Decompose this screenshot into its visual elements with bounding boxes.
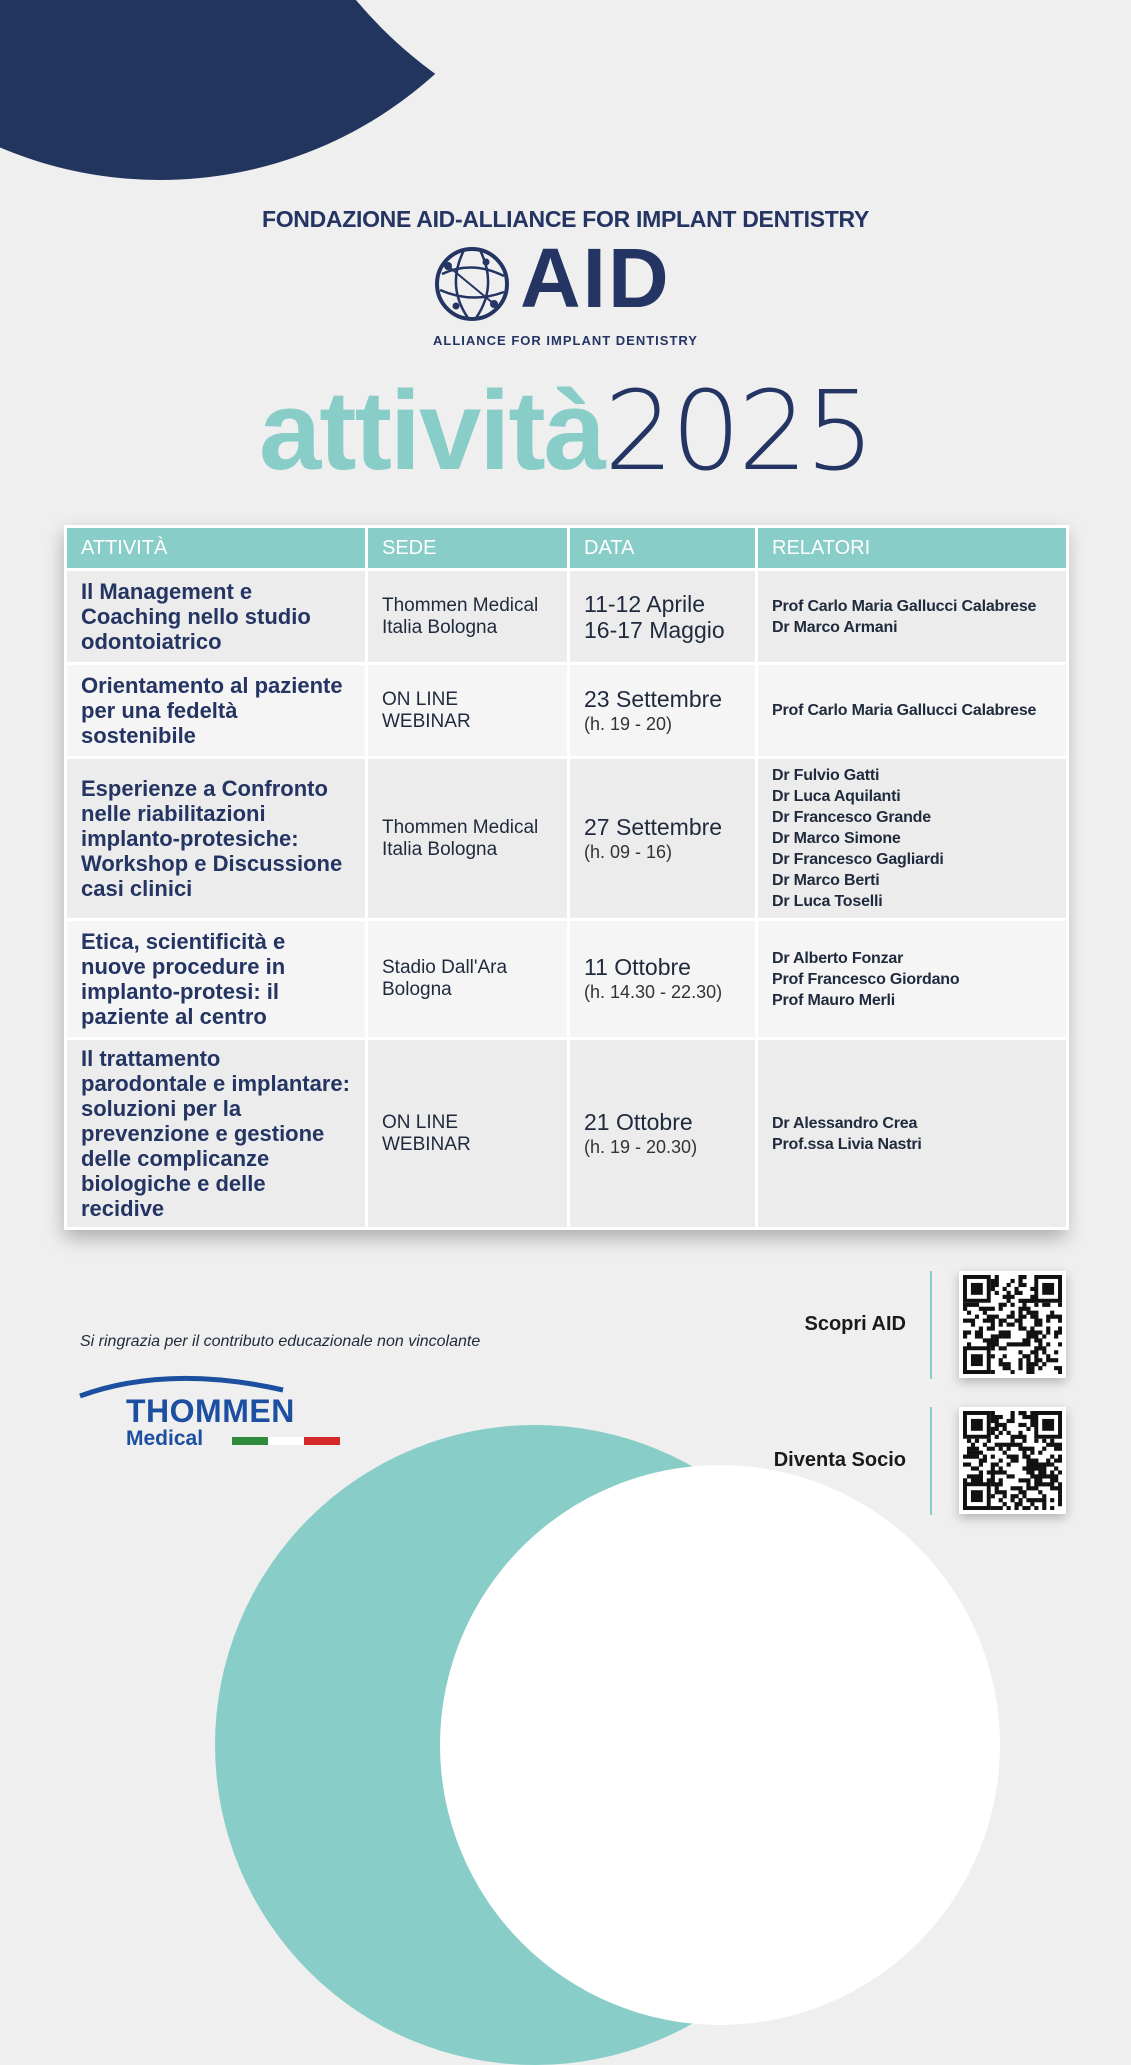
speaker-name: Dr Alessandro Crea — [772, 1114, 918, 1132]
speaker-name: Prof.ssa Livia Nastri — [772, 1135, 922, 1153]
activity-date — [569, 570, 757, 664]
speaker-name: Prof Carlo Maria Gallucci Calabrese — [772, 702, 1037, 719]
venue-line: ON LINE — [382, 1111, 459, 1133]
activity-venue — [367, 920, 569, 1039]
logo-subtitle: ALLIANCE FOR IMPLANT DENTISTRY — [433, 333, 698, 348]
activity-title: Il Management e Coaching nello studio odontoiatrico — [66, 570, 367, 664]
time-line: (h. 19 - 20.30) — [584, 1136, 698, 1157]
venue-line: Thommen Medical — [382, 816, 539, 838]
activity-title: Esperienze a Confronto nelle riabilitazioni implanto-protesiche: Workshop e Discussione casi clinici — [66, 758, 367, 920]
speaker-name: Prof Mauro Merli — [772, 991, 896, 1009]
venue-line: Italia Bologna — [382, 616, 498, 638]
activity-speakers — [757, 758, 1068, 920]
speaker-name: Dr Luca Aquilanti — [772, 788, 901, 805]
speaker-name: Dr Marco Simone — [772, 830, 901, 847]
activity-title: Orientamento al paziente per una fedeltà sostenibile — [66, 664, 367, 758]
venue-line: Italia Bologna — [382, 838, 498, 860]
qr-discover-label: Scopri AID — [804, 1313, 906, 1335]
date-line: 11-12 Aprile — [584, 590, 706, 617]
venue-line: ON LINE — [382, 688, 459, 710]
activity-title: Etica, scientificità e nuove procedure in implanto-protesi: il paziente al centro — [66, 920, 367, 1039]
time-line: (h. 19 - 20) — [584, 713, 673, 734]
date-line: 16-17 Maggio — [584, 616, 725, 643]
speaker-name: Dr Luca Toselli — [772, 893, 883, 910]
italian-flag-bar — [232, 1437, 340, 1445]
column-header-sede: SEDE — [367, 527, 569, 570]
qr-code-icon — [963, 1411, 1062, 1510]
speaker-name: Dr Fulvio Gatti — [772, 767, 880, 784]
logo-wordmark: AID — [520, 231, 671, 325]
headline-word: attività — [259, 368, 605, 493]
organization-name: FONDAZIONE AID-ALLIANCE FOR IMPLANT DENTISTRY — [261, 206, 870, 232]
activity-speakers — [757, 1039, 1068, 1229]
venue-line: WEBINAR — [382, 710, 471, 732]
activities-table — [64, 525, 1066, 1230]
venue-line: Bologna — [382, 979, 452, 1000]
speaker-name: Dr Marco Armani — [772, 618, 898, 636]
sponsor-logo-name: THOMMEN — [126, 1393, 295, 1429]
activity-date — [569, 664, 757, 758]
speaker-name: Dr Alberto Fonzar — [772, 949, 904, 967]
globe-logo-icon — [434, 246, 510, 322]
activity-speakers — [757, 920, 1068, 1039]
qr-discover-code[interactable] — [959, 1271, 1066, 1378]
column-header-data: DATA — [569, 527, 757, 570]
table-row — [66, 570, 1068, 664]
activity-date — [569, 920, 757, 1039]
date-line: 27 Settembre — [584, 813, 723, 840]
qr-separator — [930, 1407, 932, 1515]
time-line: (h. 14.30 - 22.30) — [584, 982, 723, 1002]
activity-title: Il trattamento parodontale e implantare: soluzioni per la prevenzione e gestione delle complicanze biologiche e delle recidive — [66, 1039, 367, 1229]
activity-date — [569, 758, 757, 920]
activity-venue — [367, 1039, 569, 1229]
table-row — [66, 758, 1068, 920]
activity-venue — [367, 570, 569, 664]
venue-line: Thommen Medical — [382, 594, 539, 616]
headline — [0, 367, 1131, 495]
venue-line: Stadio Dall'Ara — [382, 957, 508, 978]
table-row — [66, 920, 1068, 1039]
speaker-name: Dr Francesco Grande — [772, 809, 931, 826]
decor-white-circle — [440, 1465, 1000, 2025]
qr-join-label: Diventa Socio — [773, 1449, 906, 1471]
speaker-name: Prof Francesco Giordano — [772, 970, 960, 988]
date-line: 11 Ottobre — [584, 954, 691, 980]
speaker-name: Dr Marco Berti — [772, 872, 880, 889]
activity-venue — [367, 664, 569, 758]
table-row — [66, 1039, 1068, 1229]
column-header-attivita: ATTIVITÀ — [66, 527, 367, 570]
headline-year: 2025 — [604, 367, 872, 495]
qr-separator — [930, 1271, 932, 1379]
time-line: (h. 09 - 16) — [584, 841, 673, 862]
sponsor-note: Si ringrazia per il contributo educazionale non vincolante — [80, 1333, 481, 1350]
activity-speakers — [757, 664, 1068, 758]
column-header-relatori: RELATORI — [757, 527, 1068, 570]
table-row — [66, 664, 1068, 758]
sponsor-logo-sub: Medical — [126, 1427, 204, 1450]
table-header-row — [66, 527, 1068, 570]
speaker-name: Dr Francesco Gagliardi — [772, 851, 944, 868]
speaker-name: Prof Carlo Maria Gallucci Calabrese — [772, 597, 1037, 615]
qr-join-code[interactable] — [959, 1407, 1066, 1514]
activity-speakers — [757, 570, 1068, 664]
date-line: 23 Settembre — [584, 685, 723, 712]
date-line: 21 Ottobre — [584, 1108, 693, 1135]
activity-venue — [367, 758, 569, 920]
activity-date — [569, 1039, 757, 1229]
venue-line: WEBINAR — [382, 1133, 471, 1155]
qr-code-icon — [963, 1275, 1062, 1374]
